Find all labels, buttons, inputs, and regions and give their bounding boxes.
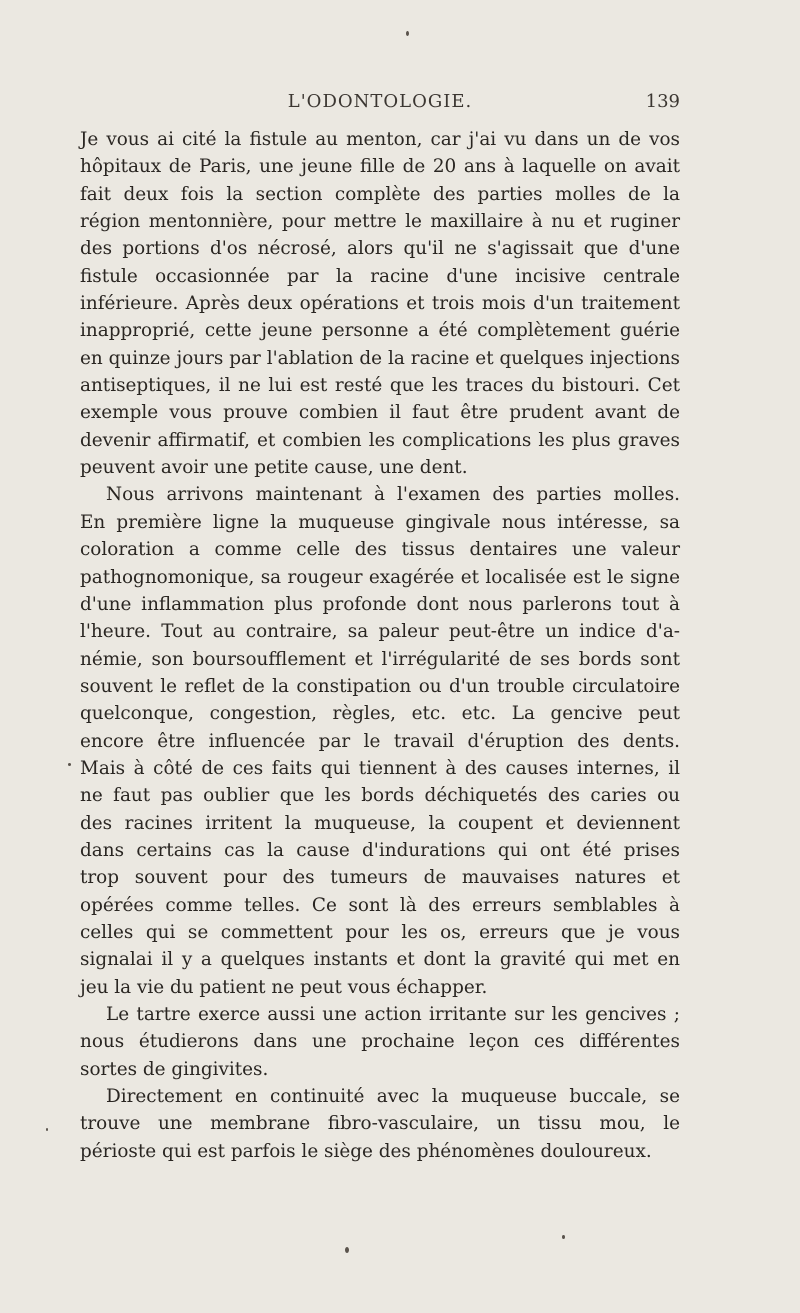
paper-speck bbox=[46, 1128, 48, 1131]
text-line: nous étudierons dans une prochaine leçon ces différentes bbox=[80, 1031, 680, 1053]
text-line: trouve une membrane fibro-vasculaire, un tissu mou, le bbox=[80, 1113, 680, 1135]
text-line: inférieure. Après deux opérations et trois mois d'un traitement bbox=[80, 293, 680, 315]
body-text bbox=[80, 126, 680, 1165]
paper-speck bbox=[406, 31, 409, 36]
text-line: Mais à côté de ces faits qui tiennent à des causes internes, il bbox=[80, 757, 680, 779]
text-line: souvent le reflet de la constipation ou d'un trouble circulatoire bbox=[80, 675, 680, 697]
text-line: devenir affirmatif, et combien les complications les plus graves bbox=[80, 429, 680, 451]
text-line: fistule occasionnée par la racine d'une incisive centrale bbox=[80, 265, 680, 287]
paper-speck bbox=[345, 1247, 349, 1253]
text-line: quelconque, congestion, règles, etc. etc. La gencive peut bbox=[80, 703, 680, 725]
paper-speck bbox=[562, 1235, 565, 1239]
text-line: en quinze jours par l'ablation de la racine et quelques injections bbox=[80, 347, 680, 369]
text-line: encore être influencée par le travail d'éruption des dents. bbox=[80, 730, 680, 752]
running-title: L'ODONTOLOGIE. bbox=[287, 91, 473, 112]
text-line: En première ligne la muqueuse gingivale nous intéresse, sa bbox=[80, 511, 680, 533]
text-line: coloration a comme celle des tissus dentaires une valeur bbox=[80, 539, 680, 561]
text-line: signalai il y a quelques instants et dont la gravité qui met en bbox=[80, 949, 680, 971]
text-line: celles qui se commettent pour les os, erreurs que je vous bbox=[80, 921, 680, 943]
text-line: pathognomonique, sa rougeur exagérée et localisée est le signe bbox=[80, 566, 680, 588]
text-line: inapproprié, cette jeune personne a été complètement guérie bbox=[80, 320, 680, 342]
text-line: fait deux fois la section complète des parties molles de la bbox=[80, 183, 680, 205]
paragraph-end-line: jeu la vie du patient ne peut vous échapper. bbox=[80, 976, 488, 998]
text-line: l'heure. Tout au contraire, sa paleur peut-être un indice d'a- bbox=[80, 621, 680, 643]
text-line: des racines irritent la muqueuse, la coupent et deviennent bbox=[80, 812, 680, 834]
paragraph-start-line: Directement en continuité avec la muqueuse buccale, se bbox=[106, 1086, 680, 1108]
paragraph-end-line: peuvent avoir une petite cause, une dent. bbox=[80, 457, 468, 479]
paragraph-start-line: Nous arrivons maintenant à l'examen des parties molles. bbox=[106, 484, 680, 506]
paragraph-start-line: Le tartre exerce aussi une action irritante sur les gencives ; bbox=[106, 1004, 680, 1025]
paragraph-end-line: sortes de gingivites. bbox=[80, 1058, 269, 1080]
text-line: ne faut pas oublier que les bords déchiquetés des caries ou bbox=[80, 785, 680, 807]
text-line: trop souvent pour des tumeurs de mauvaises natures et bbox=[80, 867, 680, 889]
text-line: exemple vous prouve combien il faut être prudent avant de bbox=[80, 402, 680, 424]
paragraph-end-line: périoste qui est parfois le siège des phénomènes douloureux. bbox=[80, 1140, 652, 1162]
paper-speck bbox=[68, 763, 71, 766]
text-line: opérées comme telles. Ce sont là des erreurs semblables à bbox=[80, 894, 680, 916]
text-line: hôpitaux de Paris, une jeune fille de 20 ans à laquelle on avait bbox=[80, 156, 680, 178]
text-line: némie, son boursoufflement et l'irrégularité de ses bords sont bbox=[80, 648, 680, 670]
text-line: région mentonnière, pour mettre le maxillaire à nu et ruginer bbox=[80, 211, 680, 233]
running-head bbox=[80, 88, 680, 116]
page-number: 139 bbox=[645, 91, 680, 112]
text-line: des portions d'os nécrosé, alors qu'il ne s'agissait que d'une bbox=[80, 238, 680, 260]
text-line: antiseptiques, il ne lui est resté que les traces du bistouri. Cet bbox=[80, 375, 680, 397]
text-line: dans certains cas la cause d'indurations qui ont été prises bbox=[80, 839, 680, 861]
text-line: d'une inflammation plus profonde dont nous parlerons tout à bbox=[80, 593, 680, 615]
text-line: Je vous ai cité la fistule au menton, car j'ai vu dans un de vos bbox=[80, 129, 680, 150]
